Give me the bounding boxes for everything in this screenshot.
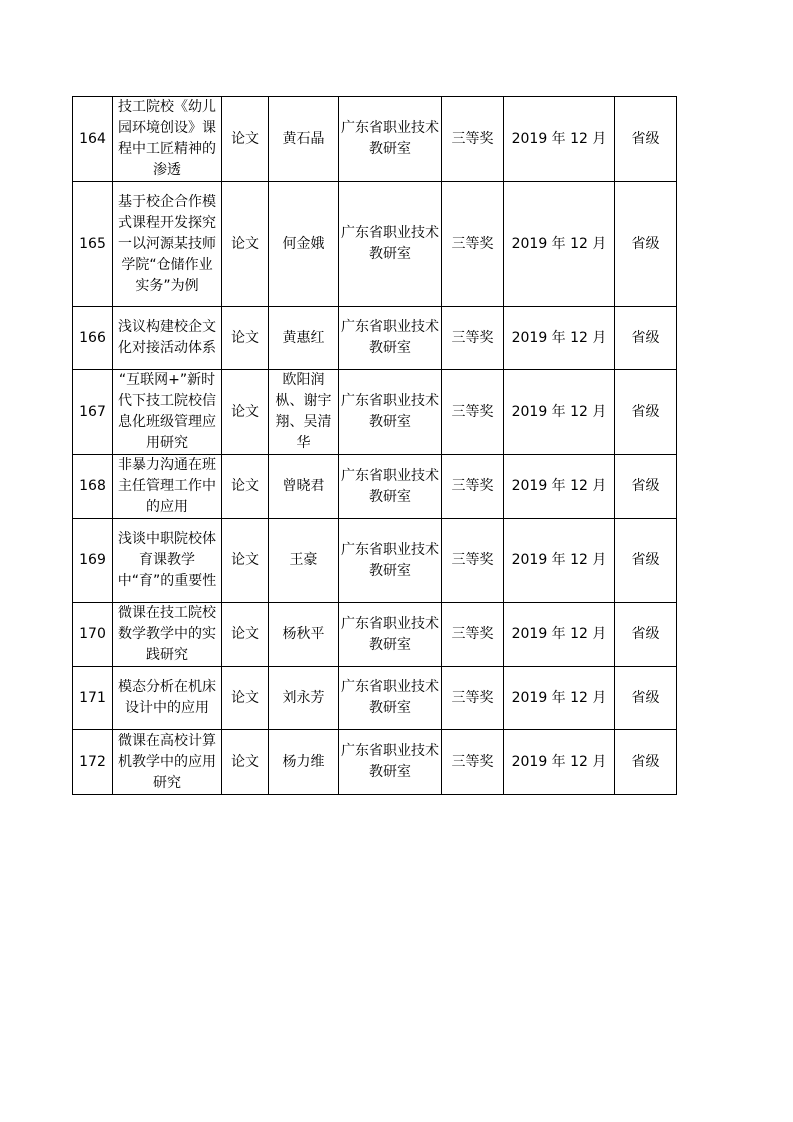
award-grade-cell: 三等奖 <box>442 97 504 182</box>
row-number-cell: 165 <box>73 182 113 307</box>
author-names-cell: 刘永芳 <box>269 667 339 730</box>
work-type-cell: 论文 <box>222 182 269 307</box>
award-date-cell: 2019 年 12 月 <box>504 182 615 307</box>
award-grade-cell: 三等奖 <box>442 182 504 307</box>
work-type-cell: 论文 <box>222 667 269 730</box>
work-type-cell: 论文 <box>222 307 269 370</box>
paper-title-cell: 技工院校《幼儿园环境创设》课程中工匠精神的渗透 <box>113 97 222 182</box>
paper-title-cell: 浅议构建校企文化对接活动体系 <box>113 307 222 370</box>
award-level-cell: 省级 <box>615 667 677 730</box>
award-date-cell: 2019 年 12 月 <box>504 519 615 603</box>
work-type-cell: 论文 <box>222 519 269 603</box>
row-number-cell: 166 <box>73 307 113 370</box>
awarding-organization-cell: 广东省职业技术教研室 <box>339 519 442 603</box>
table-row <box>73 603 677 667</box>
author-names-cell: 黄石晶 <box>269 97 339 182</box>
award-level-cell: 省级 <box>615 519 677 603</box>
award-date-cell: 2019 年 12 月 <box>504 307 615 370</box>
paper-title-cell: “互联网+”新时代下技工院校信息化班级管理应用研究 <box>113 370 222 455</box>
award-grade-cell: 三等奖 <box>442 307 504 370</box>
awarding-organization-cell: 广东省职业技术教研室 <box>339 307 442 370</box>
table-row <box>73 667 677 730</box>
paper-title-cell: 微课在技工院校数学教学中的实践研究 <box>113 603 222 667</box>
awarding-organization-cell: 广东省职业技术教研室 <box>339 455 442 519</box>
table-row <box>73 182 677 307</box>
award-date-cell: 2019 年 12 月 <box>504 97 615 182</box>
awarding-organization-cell: 广东省职业技术教研室 <box>339 603 442 667</box>
paper-title-cell: 基于校企合作模式课程开发探究一以河源某技师学院“仓储作业实务”为例 <box>113 182 222 307</box>
table-row <box>73 370 677 455</box>
award-grade-cell: 三等奖 <box>442 455 504 519</box>
awarding-organization-cell: 广东省职业技术教研室 <box>339 97 442 182</box>
author-names-cell: 杨秋平 <box>269 603 339 667</box>
paper-title-cell: 微课在高校计算机教学中的应用研究 <box>113 730 222 795</box>
award-date-cell: 2019 年 12 月 <box>504 730 615 795</box>
row-number-cell: 172 <box>73 730 113 795</box>
row-number-cell: 171 <box>73 667 113 730</box>
award-date-cell: 2019 年 12 月 <box>504 603 615 667</box>
row-number-cell: 164 <box>73 97 113 182</box>
awarding-organization-cell: 广东省职业技术教研室 <box>339 730 442 795</box>
row-number-cell: 167 <box>73 370 113 455</box>
award-level-cell: 省级 <box>615 182 677 307</box>
award-level-cell: 省级 <box>615 603 677 667</box>
table-row <box>73 519 677 603</box>
awards-table <box>72 96 677 795</box>
row-number-cell: 170 <box>73 603 113 667</box>
work-type-cell: 论文 <box>222 455 269 519</box>
table-row <box>73 97 677 182</box>
award-level-cell: 省级 <box>615 370 677 455</box>
work-type-cell: 论文 <box>222 603 269 667</box>
award-level-cell: 省级 <box>615 97 677 182</box>
paper-title-cell: 模态分析在机床设计中的应用 <box>113 667 222 730</box>
award-grade-cell: 三等奖 <box>442 730 504 795</box>
paper-title-cell: 非暴力沟通在班主任管理工作中的应用 <box>113 455 222 519</box>
table-row <box>73 455 677 519</box>
award-grade-cell: 三等奖 <box>442 519 504 603</box>
awarding-organization-cell: 广东省职业技术教研室 <box>339 370 442 455</box>
award-grade-cell: 三等奖 <box>442 667 504 730</box>
award-level-cell: 省级 <box>615 730 677 795</box>
author-names-cell: 黄惠红 <box>269 307 339 370</box>
author-names-cell: 杨力维 <box>269 730 339 795</box>
work-type-cell: 论文 <box>222 370 269 455</box>
table-row <box>73 730 677 795</box>
award-grade-cell: 三等奖 <box>442 603 504 667</box>
table-row <box>73 307 677 370</box>
work-type-cell: 论文 <box>222 97 269 182</box>
award-level-cell: 省级 <box>615 307 677 370</box>
author-names-cell: 曾晓君 <box>269 455 339 519</box>
awarding-organization-cell: 广东省职业技术教研室 <box>339 182 442 307</box>
author-names-cell: 欧阳润枞、谢宇翔、吴清华 <box>269 370 339 455</box>
award-level-cell: 省级 <box>615 455 677 519</box>
row-number-cell: 169 <box>73 519 113 603</box>
award-date-cell: 2019 年 12 月 <box>504 370 615 455</box>
author-names-cell: 何金娥 <box>269 182 339 307</box>
author-names-cell: 王豪 <box>269 519 339 603</box>
award-grade-cell: 三等奖 <box>442 370 504 455</box>
award-date-cell: 2019 年 12 月 <box>504 667 615 730</box>
awarding-organization-cell: 广东省职业技术教研室 <box>339 667 442 730</box>
work-type-cell: 论文 <box>222 730 269 795</box>
table-body <box>73 97 677 795</box>
row-number-cell: 168 <box>73 455 113 519</box>
paper-title-cell: 浅谈中职院校体育课教学中“育”的重要性 <box>113 519 222 603</box>
award-date-cell: 2019 年 12 月 <box>504 455 615 519</box>
